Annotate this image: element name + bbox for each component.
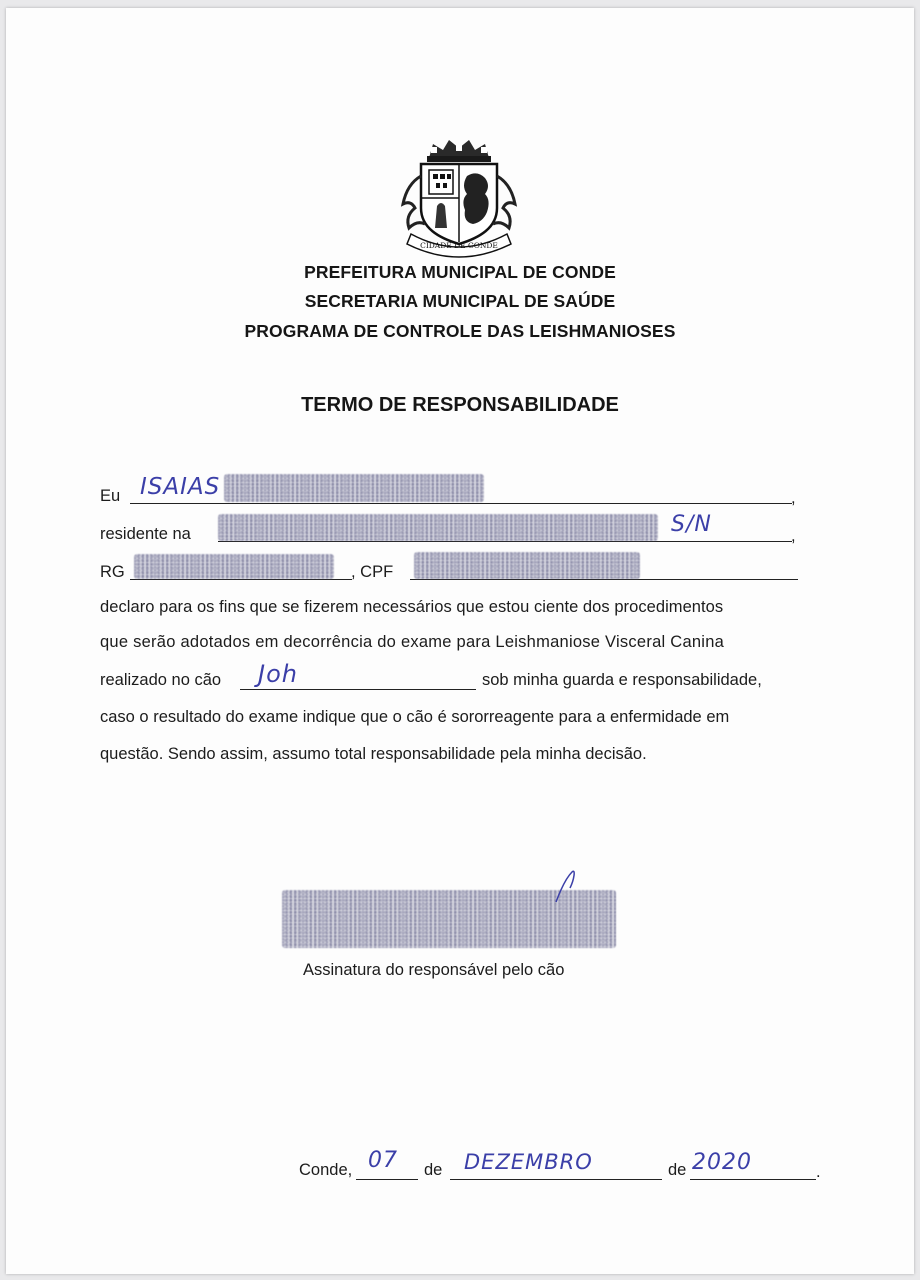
residente-comma: , [791,527,796,545]
residente-label: residente na [100,525,191,543]
signature-flourish [546,866,586,906]
redacted-cpf [414,552,640,579]
header-line-2: SECRETARIA MUNICIPAL DE SAÚDE [304,291,616,311]
header-line-3: PROGRAMA DE CONTROLE DAS LEISHMANIOSES [244,321,676,341]
cpf-underline [410,579,798,580]
date-year-handwritten: 2020 [692,1150,752,1175]
eu-label: Eu [100,487,121,505]
header-line-1: PREFEITURA MUNICIPAL DE CONDE [304,262,616,282]
body-line-4: caso o resultado do exame indique que o cão é sororreagente para a enfermidade em [100,708,730,726]
cpf-label: , CPF [351,563,394,581]
body-line-1: declaro para os fins que se fizerem necessários que estou ciente dos procedimentos [100,598,724,616]
redacted-name [224,474,484,502]
rg-underline [130,579,352,580]
dog-name-underline [240,689,476,690]
crest-ribbon-text: CIDADE DE CONDE [420,241,498,250]
eu-comma: , [791,489,796,507]
residente-underline [218,541,792,542]
signature-label: Assinatura do responsável pelo cão [303,961,565,979]
date-month-handwritten: DEZEMBRO [464,1150,593,1174]
date-period: . [816,1163,821,1181]
body-line-2: que serão adotados em decorrência do exame para Leishmaniose Visceral Canina [100,633,725,651]
eu-handwritten-name: ISAIAS [140,474,221,500]
date-city: Conde, [299,1161,353,1179]
date-day-handwritten: 07 [368,1148,398,1173]
body-line-3-prefix: realizado no cão [100,671,222,689]
year-underline [690,1179,816,1180]
eu-underline [130,503,792,504]
redacted-address [218,514,658,541]
document-page [6,8,914,1274]
document-title: TERMO DE RESPONSABILIDADE [301,394,619,416]
city-crest-logo [391,136,527,258]
month-underline [450,1179,662,1180]
day-underline [356,1179,418,1180]
date-de-1: de [424,1161,443,1179]
body-line-3-suffix: sob minha guarda e responsabilidade, [482,671,762,689]
date-de-2: de [668,1161,687,1179]
body-line-5: questão. Sendo assim, assumo total responsabilidade pela minha decisão. [100,745,647,763]
dog-name-handwritten: Joh [258,660,298,688]
redacted-rg [134,554,334,579]
residente-handwritten-number: S/N [671,512,712,537]
rg-label: RG [100,563,125,581]
